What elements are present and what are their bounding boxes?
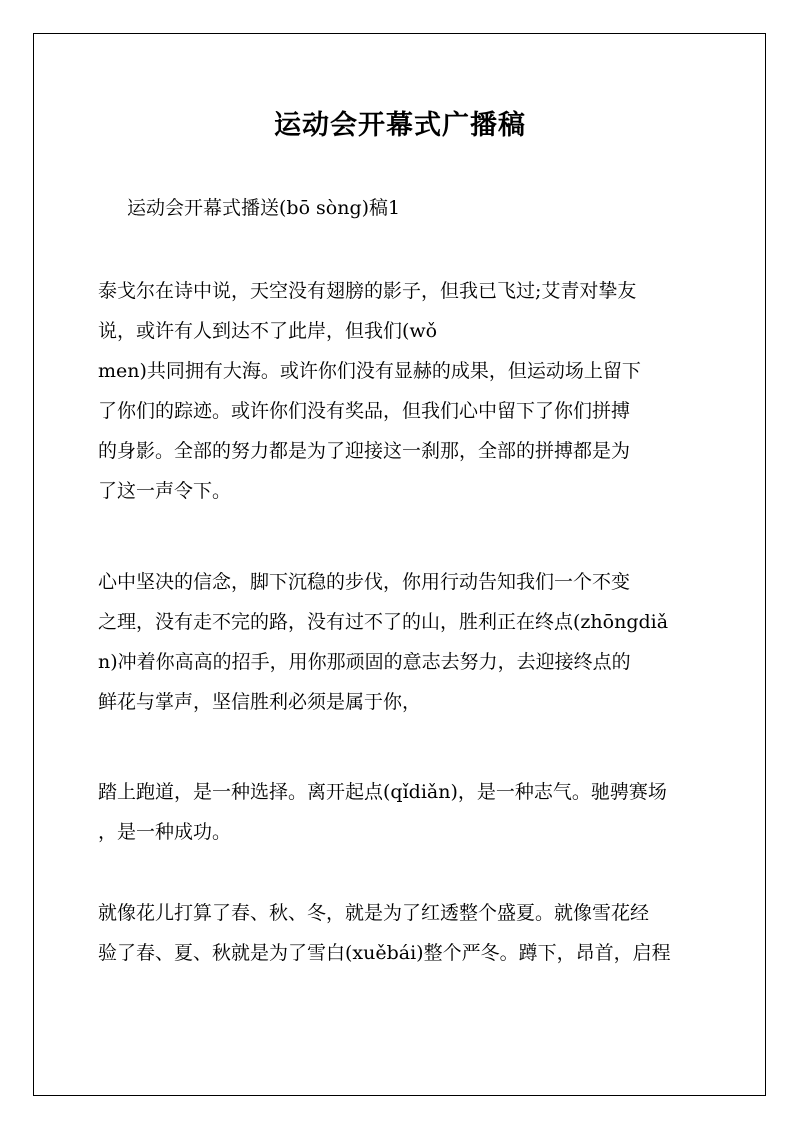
paragraph-line: 了这一声令下。 — [98, 480, 232, 502]
document-title: 运动会开幕式广播稿 — [274, 110, 526, 141]
paragraph-line: n)冲着你高高的招手，用你那顽固的意志去努力，去迎接终点的 — [98, 651, 631, 673]
paragraph-line: 踏上跑道，是一种选择。离开起点(qǐdiǎn)，是一种志气。驰骋赛场 — [98, 781, 667, 803]
paragraph-line: 之理，没有走不完的路，没有过不了的山，胜利正在终点(zhōngdiǎ — [98, 611, 669, 633]
paragraph-line: 验了春、夏、秋就是为了雪白(xuěbái)整个严冬。蹲下，昂首，启程 — [98, 942, 671, 964]
paragraph-line: 的身影。全部的努力都是为了迎接这一刹那，全部的拼搏都是为 — [98, 440, 631, 462]
paragraph-line: 心中坚决的信念，脚下沉稳的步伐，你用行动告知我们一个不变 — [98, 571, 631, 593]
paragraph-line: 泰戈尔在诗中说，天空没有翅膀的影子，但我已飞过;艾青对挚友 — [98, 280, 637, 302]
paragraph-line: 鲜花与掌声，坚信胜利必须是属于你， — [98, 691, 422, 713]
document-subtitle: 运动会开幕式播送(bō sòng)稿1 — [127, 197, 401, 219]
paragraph-line: 说，或许有人到达不了此岸，但我们(wǒ — [98, 320, 438, 342]
paragraph-line: 就像花儿打算了春、秋、冬，就是为了红透整个盛夏。就像雪花经 — [98, 902, 650, 924]
paragraph-line: men)共同拥有大海。或许你们没有显赫的成果，但运动场上留下 — [98, 360, 641, 382]
paragraph-line: 了你们的踪迹。或许你们没有奖品，但我们心中留下了你们拼搏 — [98, 400, 631, 422]
paragraph-line: ，是一种成功。 — [98, 821, 232, 843]
